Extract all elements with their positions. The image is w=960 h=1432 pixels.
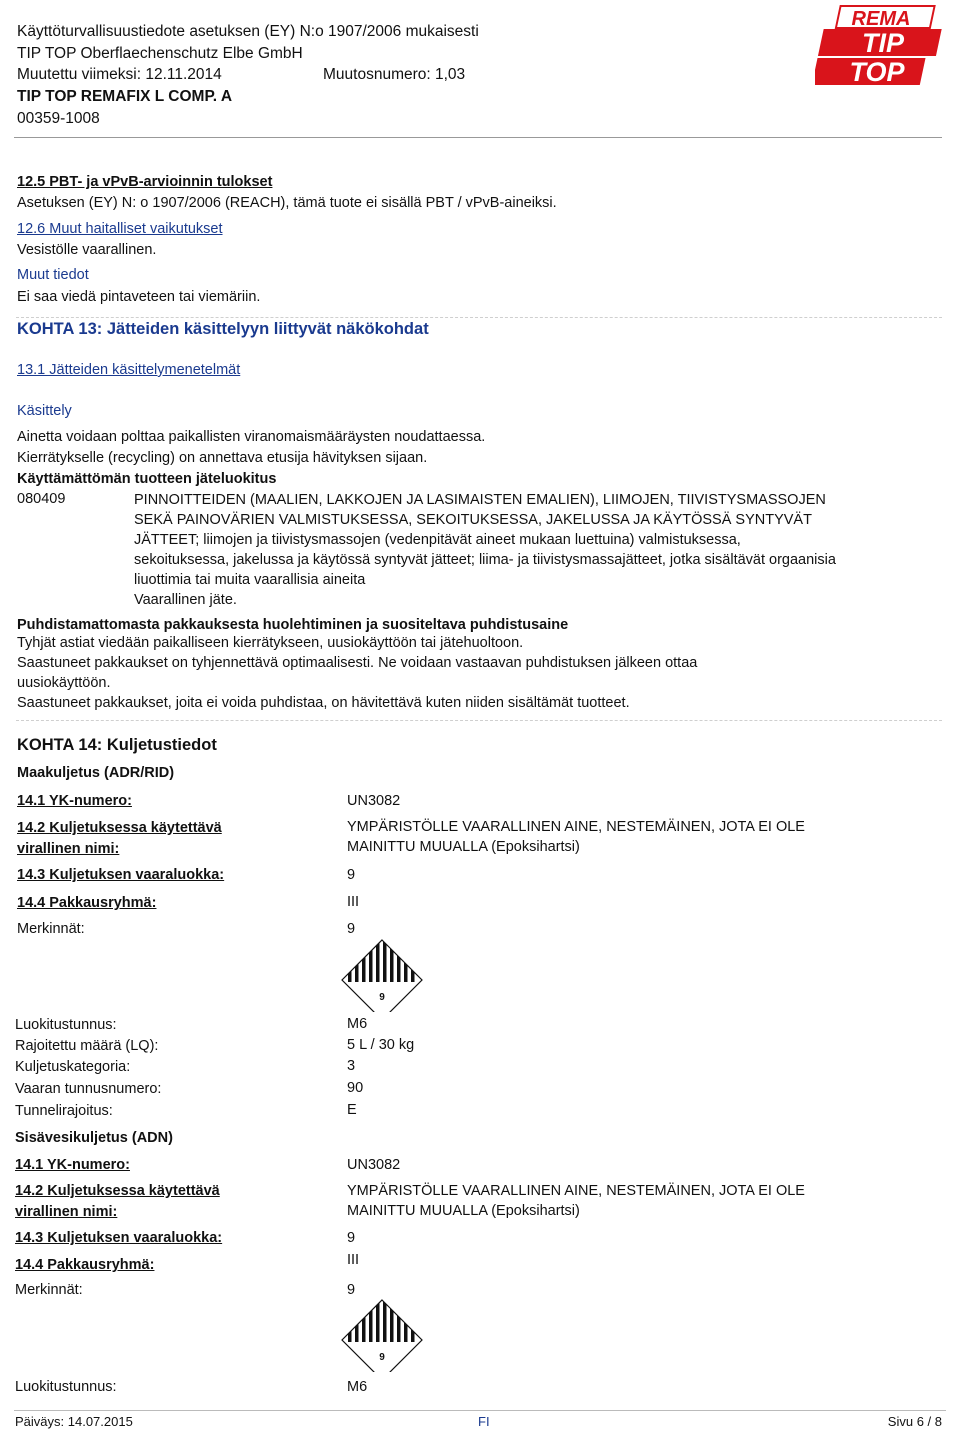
footer-date: Päiväys: 14.07.2015: [15, 1414, 133, 1429]
rema-tip-top-logo: [815, 4, 951, 88]
waste-line: SEKÄ PAINOVÄRIEN VALMISTUKSESSA, SEKOITUKSESSA, JAKELUSSA JA KÄYTÖSSÄ SYNTYVÄT: [134, 512, 812, 528]
adn-name-label-2: virallinen nimi:: [15, 1204, 118, 1220]
heading-13-1: 13.1 Jätteiden käsittelymenetelmät: [17, 362, 241, 378]
waste-code: 080409: [17, 491, 66, 507]
pakkaus-line: Saastuneet pakkaukset, joita ei voida puhdistaa, on hävitettävä kuten niiden sisältämät tuotteet.: [17, 695, 630, 711]
adn-pg-value: III: [347, 1252, 360, 1268]
pakkaus-line: Saastuneet pakkaukset on tyhjennettävä optimaalisesti. Ne voidaan vastaavan puhdistuksen jälkeen ottaa: [17, 655, 698, 671]
footer-language: FI: [478, 1414, 490, 1429]
adr-pg-value: III: [347, 894, 360, 910]
header-modified: Muutettu viimeksi: 12.11.2014: [17, 66, 222, 83]
waste-description: [134, 490, 836, 610]
svg-text:9: 9: [379, 992, 385, 1003]
adr-luok-label: Luokitustunnus:: [15, 1017, 117, 1033]
adr-luok-value: M6: [347, 1016, 368, 1032]
class-9-hazard-icon: [340, 1298, 424, 1377]
pakkaus-line: Tyhjät astiat viedään paikalliseen kierrätykseen, uusiokäyttöön tai jätehuoltoon.: [17, 635, 524, 651]
footer-page-number: Sivu 6 / 8: [887, 1414, 942, 1429]
waste-line: JÄTTEET; liimojen ja tiivistysmassojen (vedenpitävät aineet mukaan luettuina) valmistuksessa,: [134, 532, 741, 548]
header-revision: Muutosnumero: 1,03: [323, 66, 466, 83]
adr-mark-label: Merkinnät:: [17, 921, 85, 937]
heading-muut-tiedot: Muut tiedot: [17, 267, 89, 283]
adn-mark-label: Merkinnät:: [15, 1282, 83, 1298]
adn-class-value: 9: [347, 1230, 356, 1246]
adr-vaara-label: Vaaran tunnusnumero:: [15, 1081, 162, 1097]
adr-lq-value: 5 L / 30 kg: [347, 1037, 415, 1053]
label-kasittely: Käsittely: [17, 403, 72, 419]
adn-name-label-1: 14.2 Kuljetuksessa käytettävä: [15, 1183, 220, 1199]
section-13-title: KOHTA 13: Jätteiden käsittelyyn liittyvät näkökohdat: [17, 320, 429, 338]
adr-yk-label: 14.1 YK-numero:: [17, 793, 132, 809]
header-company: TIP TOP Oberflaechenschutz Elbe GmbH: [17, 45, 303, 62]
adr-pg-label: 14.4 Pakkausryhmä:: [17, 895, 157, 911]
adr-tunneli-label: Tunnelirajoitus:: [15, 1103, 113, 1119]
adr-name-label-1: 14.2 Kuljetuksessa käytettävä: [17, 820, 222, 836]
adn-name-1: YMPÄRISTÖLLE VAARALLINEN AINE, NESTEMÄINEN, JOTA EI OLE: [347, 1183, 805, 1199]
heading-12-6: 12.6 Muut haitalliset vaikutukset: [17, 221, 223, 237]
waste-line: liuottimia tai muita vaarallisia aineita: [134, 572, 366, 588]
adn-luok-value: M6: [347, 1379, 368, 1395]
label-jateluokitus: Käyttämättömän tuotteen jäteluokitus: [17, 471, 277, 487]
text-muut-tiedot: Ei saa viedä pintaveteen tai viemäriin.: [17, 289, 261, 305]
waste-line: PINNOITTEIDEN (MAALIEN, LAKKOJEN JA LASIMAISTEN EMALIEN), LIIMOJEN, TIIVISTYSMASSOJEN: [134, 492, 826, 508]
adr-tunneli-value: E: [347, 1102, 357, 1118]
class-9-hazard-icon: [340, 938, 424, 1017]
svg-text:REMA: REMA: [851, 8, 911, 30]
adr-class-value: 9: [347, 867, 356, 883]
adn-mark-value: 9: [347, 1282, 356, 1298]
text-kasittely-2: Kierrätykselle (recycling) on annettava etusija hävityksen sijaan.: [17, 450, 428, 466]
header-divider: [14, 137, 942, 138]
text-12-6: Vesistölle vaarallinen.: [17, 242, 157, 258]
adr-title: Maakuljetus (ADR/RID): [17, 765, 175, 781]
adr-kat-value: 3: [347, 1058, 356, 1074]
header-title: Käyttöturvallisuustiedote asetuksen (EY) N:o 1907/2006 mukaisesti: [17, 23, 479, 40]
adr-name-2: MAINITTU MUUALLA (Epoksihartsi): [347, 839, 580, 855]
adr-yk-value: UN3082: [347, 793, 401, 809]
adn-pg-label: 14.4 Pakkausryhmä:: [15, 1257, 155, 1273]
svg-text:9: 9: [379, 1352, 385, 1363]
header-product: TIP TOP REMAFIX L COMP. A: [17, 88, 233, 105]
heading-12-5: 12.5 PBT- ja vPvB-arvioinnin tulokset: [17, 174, 273, 190]
text-kasittely-1: Ainetta voidaan polttaa paikallisten viranomaismääräysten noudattaessa.: [17, 429, 486, 445]
adn-yk-label: 14.1 YK-numero:: [15, 1157, 130, 1173]
section-14-title: KOHTA 14: Kuljetustiedot: [17, 736, 217, 754]
section-divider: [16, 317, 942, 318]
waste-line: Vaarallinen jäte.: [134, 592, 237, 608]
adr-class-label: 14.3 Kuljetuksen vaaraluokka:: [17, 867, 225, 883]
waste-line: sekoituksessa, jakelussa ja käytössä syntyvät jätteet; liima- ja tiivistysmassajätteet, jotka sisältävät orgaanisia: [134, 552, 836, 568]
adr-name-1: YMPÄRISTÖLLE VAARALLINEN AINE, NESTEMÄINEN, JOTA EI OLE: [347, 819, 805, 835]
adr-lq-label: Rajoitettu määrä (LQ):: [15, 1038, 159, 1054]
adr-kat-label: Kuljetuskategoria:: [15, 1059, 131, 1075]
svg-text:TOP: TOP: [849, 57, 905, 87]
adr-name-label-2: virallinen nimi:: [17, 841, 120, 857]
adr-vaara-value: 90: [347, 1080, 364, 1096]
svg-text:TIP: TIP: [861, 28, 905, 58]
section-divider: [16, 720, 942, 721]
adn-class-label: 14.3 Kuljetuksen vaaraluokka:: [15, 1230, 223, 1246]
label-pakkaus: Puhdistamattomasta pakkauksesta huolehtiminen ja suositeltava puhdistusaine: [17, 617, 569, 633]
adn-yk-value: UN3082: [347, 1157, 401, 1173]
pakkaus-text: [17, 633, 697, 713]
adn-name-2: MAINITTU MUUALLA (Epoksihartsi): [347, 1203, 580, 1219]
adn-title: Sisävesikuljetus (ADN): [15, 1130, 173, 1146]
header-code: 00359-1008: [17, 110, 100, 127]
text-12-5: Asetuksen (EY) N: o 1907/2006 (REACH), tämä tuote ei sisällä PBT / vPvB-aineiksi.: [17, 195, 557, 211]
adr-mark-value: 9: [347, 921, 356, 937]
adn-luok-label: Luokitustunnus:: [15, 1379, 117, 1395]
pakkaus-line: uusiokäyttöön.: [17, 675, 111, 691]
footer-divider: [14, 1410, 946, 1411]
